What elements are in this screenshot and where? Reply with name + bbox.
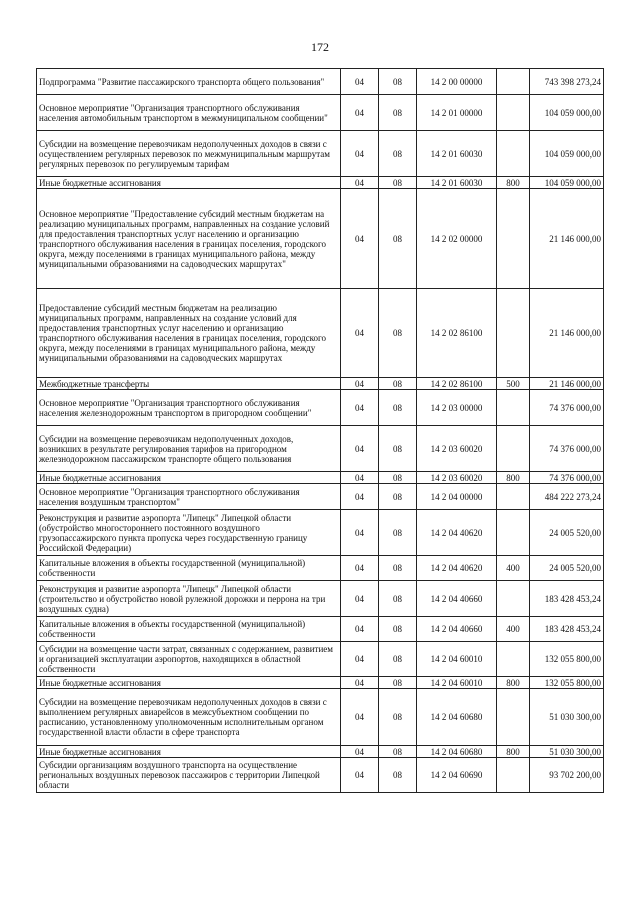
section-code-cell: 04 bbox=[341, 689, 379, 746]
table-row bbox=[37, 642, 604, 677]
amount-cell: 74 376 000,00 bbox=[530, 426, 604, 472]
amount-cell: 74 376 000,00 bbox=[530, 390, 604, 426]
amount-cell: 21 146 000,00 bbox=[530, 378, 604, 390]
target-code-cell: 14 2 02 00000 bbox=[417, 189, 497, 289]
expense-type-cell bbox=[497, 131, 530, 177]
subsection-code-cell: 08 bbox=[379, 177, 417, 189]
item-name-cell: Реконструкция и развитие аэропорта "Липецк" Липецкой области (строительство и обустройство новой рулежной дорожки и перрона на три воздушных судна) bbox=[37, 581, 341, 617]
subsection-code-cell: 08 bbox=[379, 510, 417, 556]
expense-type-cell bbox=[497, 95, 530, 131]
item-name-cell: Иные бюджетные ассигнования bbox=[37, 472, 341, 484]
section-code-cell: 04 bbox=[341, 642, 379, 677]
expense-type-cell: 800 bbox=[497, 746, 530, 758]
subsection-code-cell: 08 bbox=[379, 390, 417, 426]
item-name-cell: Основное мероприятие "Организация транспортного обслуживания населения автомобильным транспортом в межмуниципальном сообщении" bbox=[37, 95, 341, 131]
table-row bbox=[37, 95, 604, 131]
expense-type-cell: 400 bbox=[497, 617, 530, 642]
item-name-cell: Основное мероприятие "Организация транспортного обслуживания населения воздушным транспортом" bbox=[37, 484, 341, 510]
item-name-cell: Основное мероприятие "Предоставление субсидий местным бюджетам на реализацию муниципальных программ, направленных на создание условий для предоставления транспортных услуг населению и организацию транспортного обслуживания населения в границах поселения, городского округа, между поселениями в границах муниципального района, между муниципальными образованиями на садоводческих маршрутах" bbox=[37, 189, 341, 289]
item-name-cell: Иные бюджетные ассигнования bbox=[37, 677, 341, 689]
subsection-code-cell: 08 bbox=[379, 617, 417, 642]
table-row bbox=[37, 378, 604, 390]
item-name-cell: Капитальные вложения в объекты государственной (муниципальной) собственности bbox=[37, 617, 341, 642]
amount-cell: 51 030 300,00 bbox=[530, 746, 604, 758]
expense-type-cell bbox=[497, 484, 530, 510]
table-row bbox=[37, 289, 604, 378]
subsection-code-cell: 08 bbox=[379, 131, 417, 177]
target-code-cell: 14 2 03 00000 bbox=[417, 390, 497, 426]
table-row bbox=[37, 758, 604, 793]
item-name-cell: Субсидии организациям воздушного транспорта на осуществление региональных воздушных перевозок пассажиров с территории Липецкой области bbox=[37, 758, 341, 793]
expense-type-cell bbox=[497, 642, 530, 677]
expense-type-cell bbox=[497, 426, 530, 472]
expense-type-cell bbox=[497, 510, 530, 556]
expense-type-cell bbox=[497, 390, 530, 426]
section-code-cell: 04 bbox=[341, 131, 379, 177]
section-code-cell: 04 bbox=[341, 758, 379, 793]
amount-cell: 24 005 520,00 bbox=[530, 510, 604, 556]
table-row bbox=[37, 677, 604, 689]
table-row bbox=[37, 556, 604, 581]
section-code-cell: 04 bbox=[341, 484, 379, 510]
target-code-cell: 14 2 02 86100 bbox=[417, 378, 497, 390]
subsection-code-cell: 08 bbox=[379, 642, 417, 677]
target-code-cell: 14 2 03 60020 bbox=[417, 472, 497, 484]
subsection-code-cell: 08 bbox=[379, 378, 417, 390]
item-name-cell: Иные бюджетные ассигнования bbox=[37, 746, 341, 758]
target-code-cell: 14 2 01 60030 bbox=[417, 131, 497, 177]
item-name-cell: Подпрограмма "Развитие пассажирского транспорта общего пользования" bbox=[37, 69, 341, 95]
subsection-code-cell: 08 bbox=[379, 484, 417, 510]
table-row bbox=[37, 689, 604, 746]
subsection-code-cell: 08 bbox=[379, 95, 417, 131]
expense-type-cell: 800 bbox=[497, 677, 530, 689]
subsection-code-cell: 08 bbox=[379, 556, 417, 581]
amount-cell: 93 702 200,00 bbox=[530, 758, 604, 793]
table-row bbox=[37, 746, 604, 758]
target-code-cell: 14 2 04 40660 bbox=[417, 581, 497, 617]
amount-cell: 104 059 000,00 bbox=[530, 131, 604, 177]
item-name-cell: Межбюджетные трансферты bbox=[37, 378, 341, 390]
amount-cell: 743 398 273,24 bbox=[530, 69, 604, 95]
table-row bbox=[37, 617, 604, 642]
section-code-cell: 04 bbox=[341, 581, 379, 617]
item-name-cell: Реконструкция и развитие аэропорта "Липецк" Липецкой области (обустройство многостороннего постоянного воздушного грузопассажирского пункта пропуска через государственную границу Российской Федерации) bbox=[37, 510, 341, 556]
section-code-cell: 04 bbox=[341, 510, 379, 556]
target-code-cell: 14 2 01 00000 bbox=[417, 95, 497, 131]
section-code-cell: 04 bbox=[341, 69, 379, 95]
amount-cell: 104 059 000,00 bbox=[530, 95, 604, 131]
subsection-code-cell: 08 bbox=[379, 758, 417, 793]
target-code-cell: 14 2 03 60020 bbox=[417, 426, 497, 472]
expense-type-cell bbox=[497, 689, 530, 746]
table-row bbox=[37, 472, 604, 484]
section-code-cell: 04 bbox=[341, 472, 379, 484]
expense-type-cell bbox=[497, 581, 530, 617]
table-row bbox=[37, 131, 604, 177]
amount-cell: 74 376 000,00 bbox=[530, 472, 604, 484]
table-row bbox=[37, 69, 604, 95]
table-row bbox=[37, 581, 604, 617]
section-code-cell: 04 bbox=[341, 617, 379, 642]
item-name-cell: Субсидии на возмещение перевозчикам недополученных доходов, возникших в результате регулирования тарифов на пригородном железнодорожном пассажирском транспорте общего пользования bbox=[37, 426, 341, 472]
subsection-code-cell: 08 bbox=[379, 581, 417, 617]
section-code-cell: 04 bbox=[341, 189, 379, 289]
item-name-cell: Основное мероприятие "Организация транспортного обслуживания населения железнодорожным транспортом в пригородном сообщении" bbox=[37, 390, 341, 426]
subsection-code-cell: 08 bbox=[379, 677, 417, 689]
section-code-cell: 04 bbox=[341, 746, 379, 758]
subsection-code-cell: 08 bbox=[379, 426, 417, 472]
section-code-cell: 04 bbox=[341, 556, 379, 581]
expense-type-cell bbox=[497, 69, 530, 95]
section-code-cell: 04 bbox=[341, 95, 379, 131]
target-code-cell: 14 2 04 60690 bbox=[417, 758, 497, 793]
item-name-cell: Капитальные вложения в объекты государственной (муниципальной) собственности bbox=[37, 556, 341, 581]
target-code-cell: 14 2 04 40620 bbox=[417, 556, 497, 581]
section-code-cell: 04 bbox=[341, 177, 379, 189]
subsection-code-cell: 08 bbox=[379, 69, 417, 95]
expense-type-cell: 800 bbox=[497, 177, 530, 189]
table-row bbox=[37, 510, 604, 556]
target-code-cell: 14 2 02 86100 bbox=[417, 289, 497, 378]
budget-table bbox=[36, 68, 604, 793]
table-row bbox=[37, 189, 604, 289]
amount-cell: 183 428 453,24 bbox=[530, 581, 604, 617]
table-row bbox=[37, 177, 604, 189]
expense-type-cell: 800 bbox=[497, 472, 530, 484]
amount-cell: 183 428 453,24 bbox=[530, 617, 604, 642]
page-number: 172 bbox=[311, 40, 329, 54]
item-name-cell: Предоставление субсидий местным бюджетам на реализацию муниципальных программ, направленных на создание условий для предоставления транспортных услуг населению и организацию транспортного обслуживания населения в границах поселения, городского округа, между поселениями в границах муниципального района, между муниципальными образованиями на садоводческих маршрутах bbox=[37, 289, 341, 378]
target-code-cell: 14 2 01 60030 bbox=[417, 177, 497, 189]
table-row bbox=[37, 390, 604, 426]
section-code-cell: 04 bbox=[341, 289, 379, 378]
table-body bbox=[37, 69, 604, 793]
target-code-cell: 14 2 04 00000 bbox=[417, 484, 497, 510]
expense-type-cell: 500 bbox=[497, 378, 530, 390]
amount-cell: 104 059 000,00 bbox=[530, 177, 604, 189]
target-code-cell: 14 2 00 00000 bbox=[417, 69, 497, 95]
expense-type-cell bbox=[497, 189, 530, 289]
amount-cell: 24 005 520,00 bbox=[530, 556, 604, 581]
amount-cell: 132 055 800,00 bbox=[530, 677, 604, 689]
target-code-cell: 14 2 04 40660 bbox=[417, 617, 497, 642]
amount-cell: 21 146 000,00 bbox=[530, 289, 604, 378]
expense-type-cell: 400 bbox=[497, 556, 530, 581]
amount-cell: 51 030 300,00 bbox=[530, 689, 604, 746]
subsection-code-cell: 08 bbox=[379, 289, 417, 378]
target-code-cell: 14 2 04 60680 bbox=[417, 746, 497, 758]
target-code-cell: 14 2 04 60680 bbox=[417, 689, 497, 746]
table-row bbox=[37, 484, 604, 510]
section-code-cell: 04 bbox=[341, 426, 379, 472]
subsection-code-cell: 08 bbox=[379, 472, 417, 484]
expense-type-cell bbox=[497, 758, 530, 793]
amount-cell: 132 055 800,00 bbox=[530, 642, 604, 677]
item-name-cell: Субсидии на возмещение части затрат, связанных с содержанием, развитием и организацией эксплуатации аэропортов, находящихся в областной собственности bbox=[37, 642, 341, 677]
table-row bbox=[37, 426, 604, 472]
target-code-cell: 14 2 04 60010 bbox=[417, 677, 497, 689]
expense-type-cell bbox=[497, 289, 530, 378]
item-name-cell: Субсидии на возмещение перевозчикам недополученных доходов в связи с осуществлением регулярных перевозок по межмуниципальным маршрутам регулярных перевозок по регулируемым тарифам bbox=[37, 131, 341, 177]
item-name-cell: Иные бюджетные ассигнования bbox=[37, 177, 341, 189]
section-code-cell: 04 bbox=[341, 390, 379, 426]
amount-cell: 21 146 000,00 bbox=[530, 189, 604, 289]
section-code-cell: 04 bbox=[341, 677, 379, 689]
subsection-code-cell: 08 bbox=[379, 689, 417, 746]
target-code-cell: 14 2 04 40620 bbox=[417, 510, 497, 556]
item-name-cell: Субсидии на возмещение перевозчикам недополученных доходов в связи с выполнением регулярных авиарейсов в межсубъектном сообщении по расписанию, установленному уполномоченным исполнительным органом государственной власти области в сфере транспорта bbox=[37, 689, 341, 746]
subsection-code-cell: 08 bbox=[379, 746, 417, 758]
subsection-code-cell: 08 bbox=[379, 189, 417, 289]
section-code-cell: 04 bbox=[341, 378, 379, 390]
amount-cell: 484 222 273,24 bbox=[530, 484, 604, 510]
target-code-cell: 14 2 04 60010 bbox=[417, 642, 497, 677]
